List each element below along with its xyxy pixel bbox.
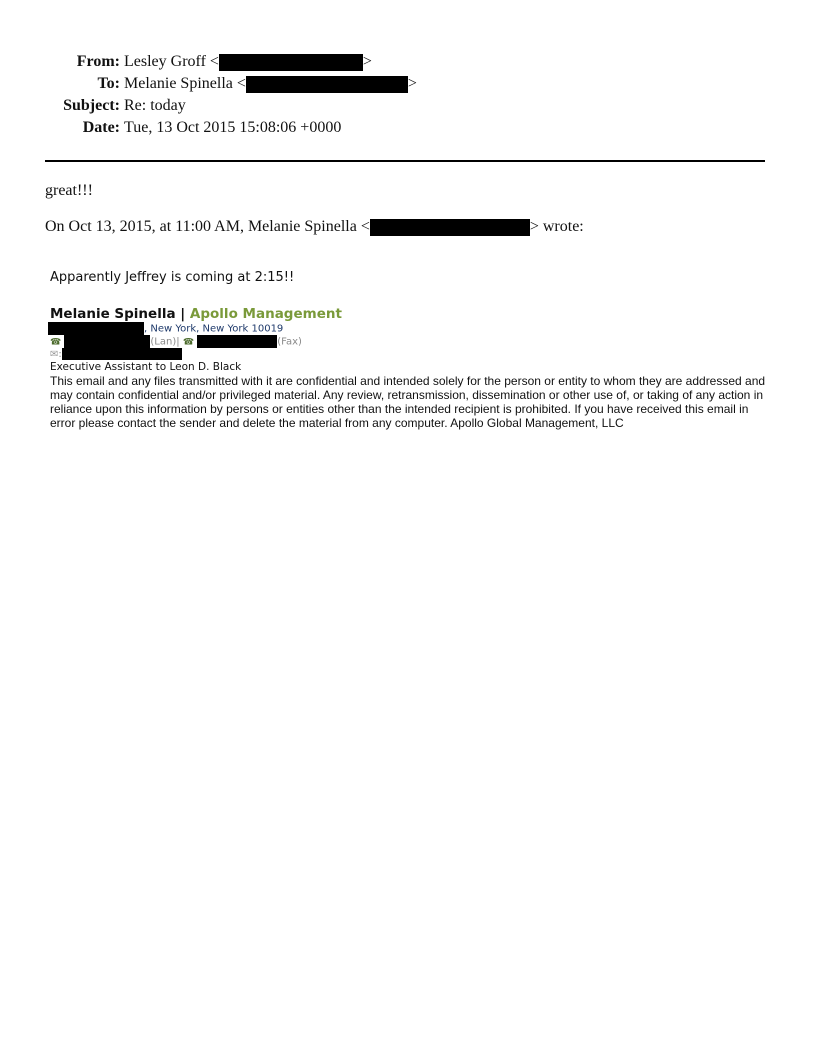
signature-email [50, 348, 182, 360]
signature-company: Apollo Management [189, 306, 342, 322]
signature-name: Melanie Spinella [50, 306, 176, 322]
signature-phones [50, 335, 302, 348]
redacted-phone-fax [197, 335, 277, 348]
to-name: Melanie Spinella < [124, 75, 246, 92]
redacted-signature-email [62, 348, 182, 360]
signature-title: Executive Assistant to Leon D. Black [50, 361, 242, 373]
phone-icon: ☎ [182, 337, 195, 348]
quote-intro-prefix: On Oct 13, 2015, at 11:00 AM, Melanie Spinella < [45, 218, 370, 235]
redacted-to-email [246, 76, 408, 93]
signature-address [48, 322, 283, 335]
subject-label: Subject: [63, 97, 120, 114]
quoted-message: Apparently Jeffrey is coming at 2:15!! [50, 270, 295, 285]
redacted-street [48, 322, 144, 335]
redacted-from-email [219, 54, 363, 71]
phone-label-lan: (Lan)| [150, 336, 180, 348]
phone-icon: ☎ [50, 337, 62, 348]
quote-intro-suffix: > wrote: [529, 218, 584, 235]
reply-text: great!!! [45, 182, 93, 199]
subject-row [0, 97, 420, 117]
redacted-quote-email [370, 219, 530, 236]
phone-label-fax: (Fax) [277, 336, 302, 348]
signature-separator: | [180, 306, 186, 322]
redacted-phone-lan [64, 335, 150, 348]
signature-name-line [50, 306, 342, 322]
email-prefix: : [58, 349, 62, 360]
envelope-icon: ✉ [50, 349, 59, 360]
date-label: Date: [82, 119, 120, 136]
subject-value: Re: today [124, 97, 186, 114]
from-close: > [362, 53, 372, 70]
date-value: Tue, 13 Oct 2015 15:08:06 +0000 [124, 119, 342, 136]
confidentiality-disclaimer: This email and any files transmitted with it are confidential and intended solely for the person or entity to whom they are addressed and may contain confidential and/or privileged material. Any review, retransmission, dissemination or other use of, or taking of any action in reliance upon this information by persons or entities other than the intended recipient is prohibited. If you have received this email in error please contact the sender and delete the material from any computer. Apollo Global Management, LLC [50, 374, 766, 430]
to-row [0, 75, 420, 95]
from-row [0, 53, 420, 73]
address-suffix: , New York, New York 10019 [144, 323, 284, 335]
to-value [124, 75, 417, 93]
date-row [0, 119, 420, 139]
from-label: From: [76, 53, 120, 70]
to-label: To: [97, 75, 120, 92]
from-name: Lesley Groff < [124, 53, 219, 70]
from-value [124, 53, 372, 71]
header-divider [45, 160, 765, 162]
to-close: > [407, 75, 417, 92]
quote-intro [45, 218, 584, 236]
